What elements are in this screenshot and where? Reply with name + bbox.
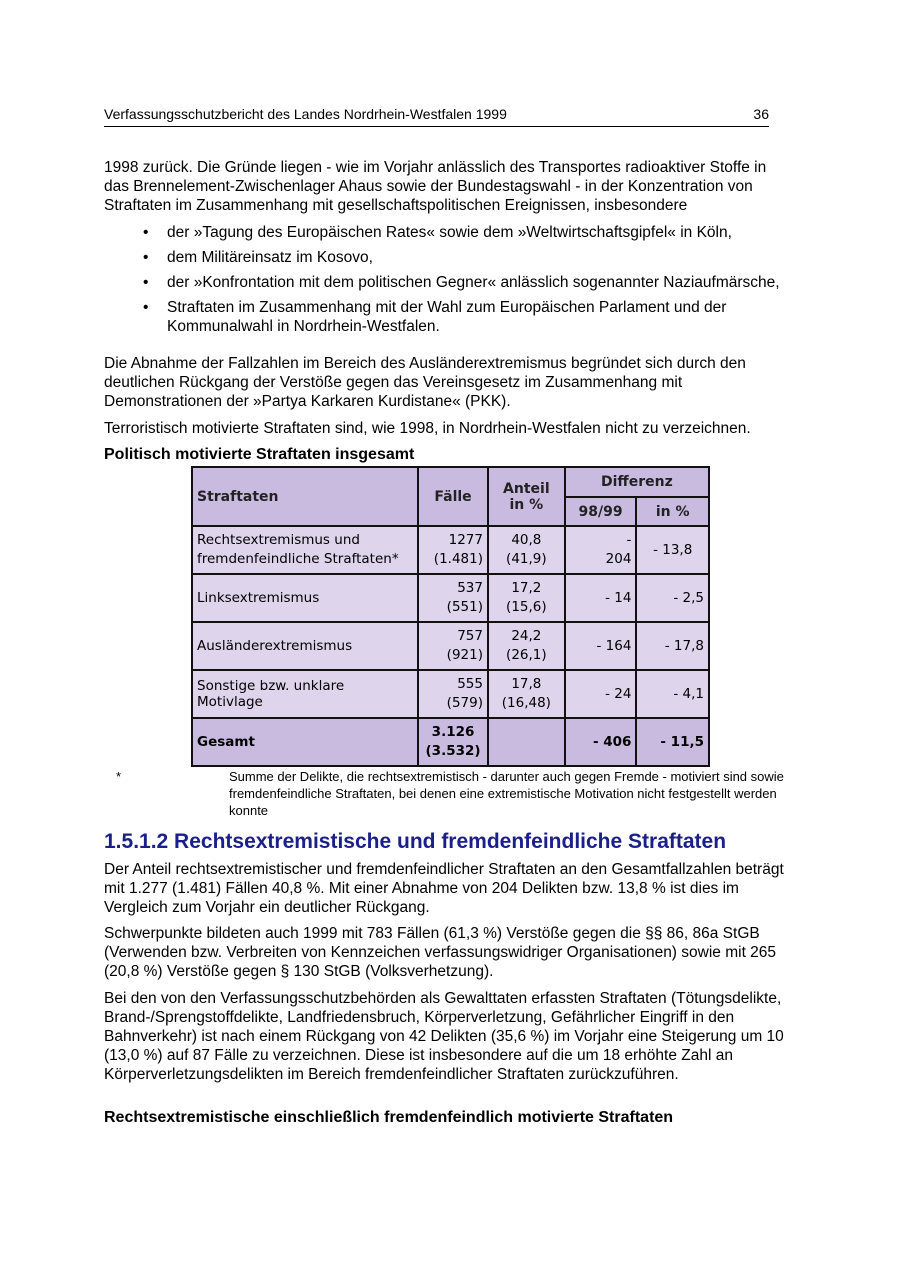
section-title: 1.5.1.2 Rechtsextremistische und fremdenfeindliche Straftaten [104,830,727,853]
bullet-icon: • [143,224,149,241]
focus-paragraph: Schwerpunkte bildeten auch 1999 mit 783 Fällen (61,3 %) Verstöße gegen die §§ 86, 86a StGB (Verwenden bzw. Verbreiten von Kennzeichen verfassungswidriger Organisationen) sowie mit 265 (20,8 %) Verstöße gegen § 130 StGB (Volksverhetzung). [104,925,777,980]
header-faelle: Fälle [418,467,488,526]
header-straftaten: Straftaten [192,467,418,526]
crime-statistics-table [191,466,710,767]
table-row: Linksextremismus 537 (551) 17,2 (15,6) - 14 - 2,5 [192,574,709,622]
table-heading: Politisch motivierte Straftaten insgesamt [104,446,415,463]
bullet-icon: • [143,249,149,266]
terror-paragraph: Terroristisch motivierte Straftaten sind, wie 1998, in Nordrhein-Westfalen nicht zu verzeichnen. [104,420,751,437]
bullet-icon: • [143,299,149,316]
list-item: • Straftaten im Zusammenhang mit der Wahl zum Europäischen Parlament und der Kommunalwahl in Nordrhein-Westfalen. [143,299,727,335]
violence-paragraph: Bei den von den Verfassungsschutzbehörden als Gewalttaten erfassten Straftaten (Tötungsdelikte, Brand-/Sprengstoffdelikte, Landfriedensbruch, Körperverletzung, Gefährlicher Eingriff in den Bahnverkehr) ist nach einem Rückgang von 42 Delikten (35,6 %) im Vorjahr eine Steigerung um 10 (13,0 %) auf 87 Fälle zu verzeichnen. Diese ist insbesondere auf die um 18 erhöhte Zahl an Körperverletzungsdelikten im Bereich fremdenfeindlicher Straftaten zurückzuführen. [104,990,784,1083]
event-list [104,223,784,336]
table-row: Sonstige bzw. unklare Motivlage 555 (579) 17,8 (16,48) - 24 - 4,1 [192,670,709,718]
list-item: • dem Militäreinsatz im Kosovo, [143,249,373,266]
page-header [104,106,769,127]
table-row: Rechtsextremismus und fremdenfeindliche Straftaten* 1277 (1.481) 40,8 (41,9) - 204 - 13,8 [192,526,709,574]
decrease-paragraph: Die Abnahme der Fallzahlen im Bereich des Ausländerextremismus begründet sich durch den deutlichen Rückgang der Verstöße gegen das Vereinsgesetz im Zusammenhang mit Demonstrationen der »Partya Karkaren Kurdistane« (PKK). [104,355,746,410]
report-title: Verfassungsschutzbericht des Landes Nordrhein-Westfalen 1999 [104,106,507,122]
footnote-text: Summe der Delikte, die rechtsextremistisch - darunter auch gegen Fremde - motiviert sind sowie fremdenfeindliche Straftaten, bei denen eine extremistische Motivation nicht festgestellt werden konnte [229,769,784,818]
share-paragraph: Der Anteil rechtsextremistischer und fremdenfeindlicher Straftaten an den Gesamtfallzahlen beträgt mit 1.277 (1.481) Fällen 40,8 %. Mit einer Abnahme von 204 Delikten bzw. 13,8 % ist dies im Vergleich zum Vorjahr ein deutlicher Rückgang. [104,861,784,916]
list-item: • der »Tagung des Europäischen Rates« sowie dem »Weltwirtschaftsgipfel« in Köln, [143,224,732,241]
bullet-icon: • [143,274,149,291]
list-item: • der »Konfrontation mit dem politischen Gegner« anlässlich sogenannter Naziaufmärsche, [143,274,780,291]
table-row: Ausländerextremismus 757 (921) 24,2 (26,1) - 164 - 17,8 [192,622,709,670]
intro-paragraph: 1998 zurück. Die Gründe liegen - wie im Vorjahr anlässlich des Transportes radioaktiver Stoffe in das Brennelement-Zwischenlager Ahaus sowie der Bundestagswahl - in der Konzentration von Straftaten im Zusammenhang mit gesellschaftspolitischen Ereignissen, insbesondere [104,159,767,214]
page-number: 36 [753,106,769,122]
header-anteil: Anteil in % [488,467,565,526]
closing-heading: Rechtsextremistische einschließlich fremdenfeindlich motivierte Straftaten [104,1109,674,1126]
header-diff-pct: in % [636,497,709,526]
header-diff-abs: 98/99 [565,497,637,526]
header-differenz: Differenz [565,467,709,497]
table-total-row: Gesamt 3.126 (3.532) - 406 - 11,5 [192,718,709,766]
footnote-marker: * [116,769,122,784]
